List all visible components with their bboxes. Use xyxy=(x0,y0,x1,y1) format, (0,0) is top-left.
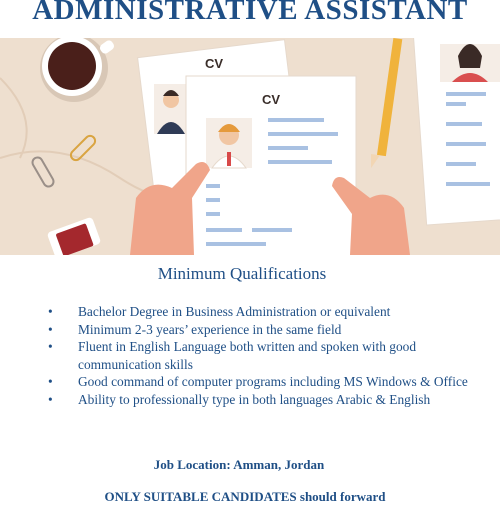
list-item-text: Ability to professionally type in both languages Arabic & English xyxy=(78,391,431,407)
list-item-text: Fluent in English Language both written and spoken with good communication skills xyxy=(78,339,417,372)
cv-label-back: CV xyxy=(205,56,224,71)
list-item xyxy=(48,373,488,391)
bullet: • xyxy=(48,304,53,319)
eraser-icon xyxy=(47,217,102,255)
avatar xyxy=(440,44,500,82)
cv-sheet-front xyxy=(186,76,356,255)
bullet: • xyxy=(48,321,53,337)
footer-note: ONLY SUITABLE CANDIDATES should forward xyxy=(104,489,386,504)
qualifications-list xyxy=(48,303,488,409)
list-item xyxy=(48,391,488,409)
paperclip-icon xyxy=(69,134,97,162)
page-title: ADMINISTRATIVE ASSISTANT xyxy=(32,0,468,26)
section-title: Minimum Qualifications xyxy=(157,264,327,283)
cv-sheet-right xyxy=(413,38,500,225)
paperclip-icon xyxy=(31,156,56,189)
job-location: Job Location: Amman, Jordan xyxy=(153,457,325,472)
list-item-text: Minimum 2-3 years’ experience in the same field xyxy=(78,321,342,337)
list-item-text: Bachelor Degree in Business Administration or equivalent xyxy=(78,304,391,319)
cv-review-illustration xyxy=(0,38,500,255)
list-item xyxy=(48,338,488,373)
list-item-text: Good command of computer programs including MS Windows & Office xyxy=(78,374,468,390)
list-item xyxy=(48,303,488,321)
hero-illustration xyxy=(0,38,500,255)
list-item xyxy=(48,321,488,339)
cv-label-front: CV xyxy=(262,92,281,107)
coffee-cup-icon xyxy=(40,38,116,102)
avatar xyxy=(154,84,188,134)
bullet: • xyxy=(48,339,53,355)
bullet: • xyxy=(48,374,53,390)
pencil-icon xyxy=(369,38,402,169)
bullet: • xyxy=(48,391,53,407)
avatar xyxy=(206,118,252,168)
